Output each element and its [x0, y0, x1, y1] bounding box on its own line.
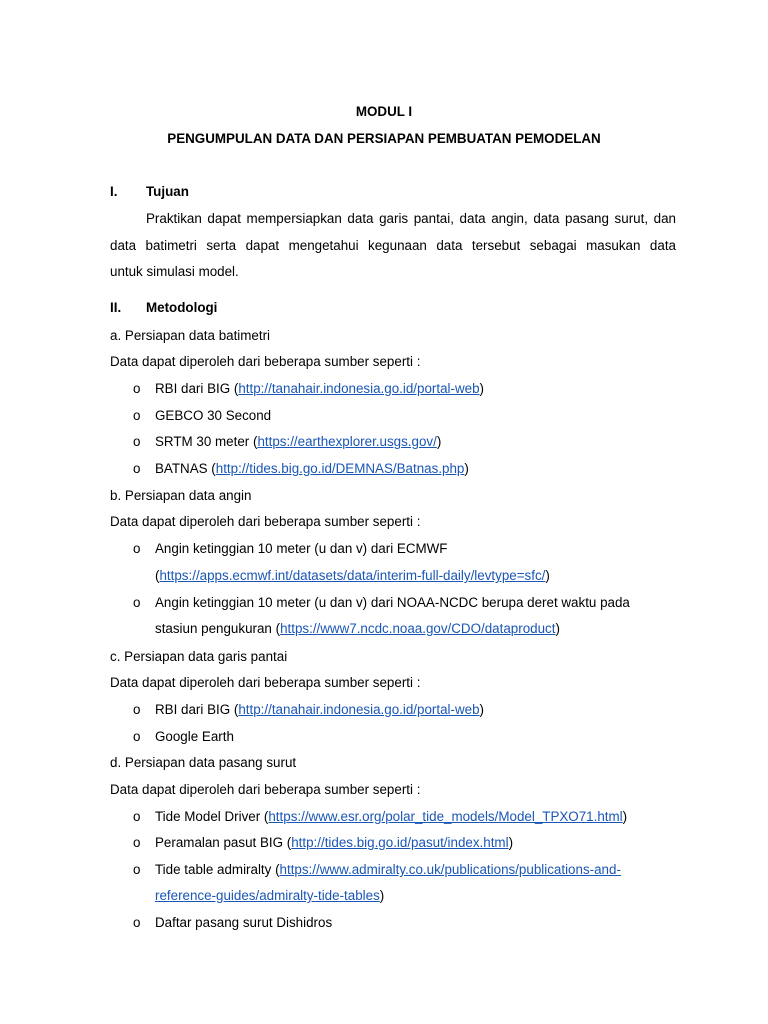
bullet-icon: o	[133, 595, 141, 610]
subsection-d-heading: d. Persiapan data pasang surut	[110, 755, 297, 770]
section-1-heading: Tujuan	[146, 184, 189, 199]
source-link[interactable]: http://tanahair.indonesia.go.id/portal-web	[238, 381, 480, 396]
list-item: Angin ketinggian 10 meter (u dan v) dari ECMWF	[155, 541, 448, 556]
bullet-icon: o	[133, 541, 141, 556]
source-link[interactable]: https://www7.ncdc.noaa.gov/CDO/dataproduct	[280, 621, 556, 636]
bullet-icon: o	[133, 408, 141, 423]
list-item-continuation: stasiun pengukuran (https://www7.ncdc.noaa.gov/CDO/dataproduct)	[155, 621, 560, 636]
bullet-icon: o	[133, 381, 141, 396]
bullet-icon: o	[133, 702, 141, 717]
source-link[interactable]: https://apps.ecmwf.int/datasets/data/interim-full-daily/levtype=sfc/	[159, 568, 546, 583]
source-link[interactable]: https://www.admiralty.co.uk/publications/publications-and-	[279, 862, 621, 877]
bullet-icon: o	[133, 809, 141, 824]
section-1-number: I.	[110, 184, 118, 199]
section-2-heading: Metodologi	[146, 300, 218, 315]
section-1-paragraph-line-3: untuk simulasi model.	[110, 264, 239, 279]
source-link[interactable]: https://earthexplorer.usgs.gov/	[257, 434, 437, 449]
list-item: RBI dari BIG (http://tanahair.indonesia.go.id/portal-web)	[155, 381, 485, 396]
list-item: Angin ketinggian 10 meter (u dan v) dari NOAA-NCDC berupa deret waktu pada	[155, 595, 630, 610]
subsection-c-intro: Data dapat diperoleh dari beberapa sumber seperti :	[110, 675, 421, 690]
bullet-icon: o	[133, 729, 141, 744]
bullet-icon: o	[133, 434, 141, 449]
bullet-icon: o	[133, 915, 141, 930]
bullet-icon: o	[133, 862, 141, 877]
list-item: GEBCO 30 Second	[155, 408, 272, 423]
list-item: BATNAS (http://tides.big.go.id/DEMNAS/Batnas.php)	[155, 461, 469, 476]
subsection-d-intro: Data dapat diperoleh dari beberapa sumber seperti :	[110, 782, 421, 797]
subsection-b-heading: b. Persiapan data angin	[110, 488, 252, 503]
source-link[interactable]: https://www.esr.org/polar_tide_models/Model_TPXO71.html	[268, 809, 623, 824]
list-item: Peramalan pasut BIG (http://tides.big.go.id/pasut/index.html)	[155, 835, 514, 850]
section-1-paragraph-line-1: Praktikan dapat mempersiapkan data garis pantai, data angin, data pasang surut, dan	[146, 211, 676, 226]
subsection-c-heading: c. Persiapan data garis pantai	[110, 649, 288, 664]
source-link[interactable]: http://tanahair.indonesia.go.id/portal-web	[238, 702, 480, 717]
subsection-b-intro: Data dapat diperoleh dari beberapa sumber seperti :	[110, 514, 421, 529]
source-link[interactable]: reference-guides/admiralty-tide-tables	[155, 888, 380, 903]
module-subtitle: PENGUMPULAN DATA DAN PERSIAPAN PEMBUATAN PEMODELAN	[167, 131, 601, 146]
section-2-number: II.	[110, 300, 122, 315]
list-item: Tide Model Driver (https://www.esr.org/polar_tide_models/Model_TPXO71.html)	[155, 809, 628, 824]
subsection-a-heading: a. Persiapan data batimetri	[110, 328, 271, 343]
list-item: RBI dari BIG (http://tanahair.indonesia.go.id/portal-web)	[155, 702, 485, 717]
bullet-icon: o	[133, 835, 141, 850]
section-1-paragraph-line-2: data batimetri serta dapat mengetahui kegunaan data tersebut sebagai masukan data	[110, 238, 676, 253]
list-item: SRTM 30 meter (https://earthexplorer.usgs.gov/)	[155, 434, 442, 449]
list-item: Daftar pasang surut Dishidros	[155, 915, 333, 930]
bullet-icon: o	[133, 461, 141, 476]
list-item: Google Earth	[155, 729, 234, 744]
list-item-continuation: (https://apps.ecmwf.int/datasets/data/interim-full-daily/levtype=sfc/)	[155, 568, 550, 583]
list-item-continuation: reference-guides/admiralty-tide-tables)	[155, 888, 385, 903]
subsection-a-intro: Data dapat diperoleh dari beberapa sumber seperti :	[110, 354, 421, 369]
source-link[interactable]: http://tides.big.go.id/pasut/index.html	[291, 835, 509, 850]
list-item: Tide table admiralty (https://www.admiralty.co.uk/publications/publications-and-	[155, 862, 621, 877]
module-title: MODUL I	[355, 104, 413, 119]
source-link[interactable]: http://tides.big.go.id/DEMNAS/Batnas.php	[215, 461, 465, 476]
